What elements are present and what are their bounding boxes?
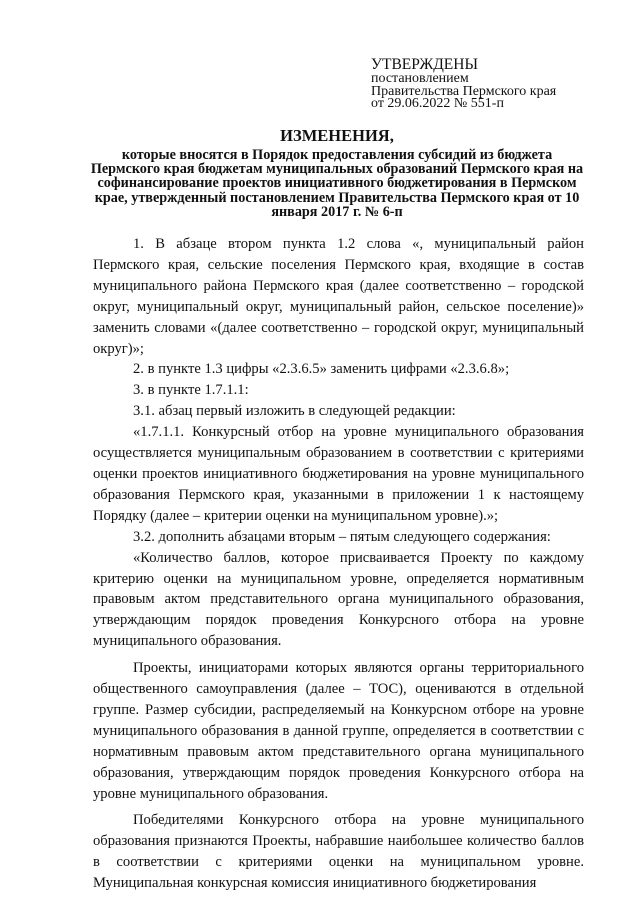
document-subtitle: которые вносятся в Порядок предоставления субсидий из бюджета Пермского края бюджетам муниципальных образований Пермского края на софинансирование проектов инициативного бюджетирования в Пермском крае, утвержденный постановлением Правительства Пермского края от 10 января 2017 г. № 6-п — [90, 147, 584, 220]
paragraph-2: 2. в пункте 1.3 цифры «2.3.6.5» заменить цифрами «2.3.6.8»; — [133, 361, 510, 378]
paragraph-8: Проекты, инициаторами которых являются органы территориального общественного самоуправления (далее – ТОС), оцениваются в отдельной группе. Размер субсидии, распределяемый на Конкурсном отборе на уровне муниципального образования в данной группе, определяется в соответствии с нормативным правовым актом представительного органа муниципального образования, утверждающим порядок проведения Конкурсного отбора на уровне муниципального образования. — [93, 660, 584, 802]
paragraph-6: 3.2. дополнить абзацами вторым – пятым следующего содержания: — [133, 528, 551, 545]
paragraph-7: «Количество баллов, которое присваивается Проекту по каждому критерию оценки на муниципальном уровне, определяется нормативным правовым актом представительного органа муниципального образования, утверждающим порядок проведения Конкурсного отбора на уровне муниципального образования. — [93, 549, 584, 650]
approval-line-2: Правительства Пермского края — [371, 83, 557, 99]
paragraph-5: «1.7.1.1. Конкурсный отбор на уровне муниципального образования осуществляется муниципальным образованием в соответствии с критериями оценки проектов инициативного бюджетирования на уровне муниципального образования Пермского края, указанными в приложении 1 к настоящему Порядку (далее – критерии оценки на муниципальном уровне).»; — [93, 424, 584, 524]
paragraph-9: Победителями Конкурсного отбора на уровне муниципального образования признаются Проекты, набравшие наибольшее количество баллов в соответствии с критериями оценки на муниципальном уровне. Муниципальная конкурсная комиссия инициативного бюджетирования — [93, 812, 584, 892]
approval-line-1: постановлением — [371, 71, 469, 86]
document-body — [93, 234, 584, 894]
document-heading — [90, 127, 584, 219]
document-title: ИЗМЕНЕНИЯ, — [280, 126, 394, 145]
approval-title: УТВЕРЖДЕНЫ — [371, 56, 478, 73]
paragraph-3: 3. в пункте 1.7.1.1: — [133, 382, 249, 399]
approval-line-3: от 29.06.2022 № 551-п — [371, 96, 504, 111]
approval-block — [371, 56, 621, 111]
paragraph-1: 1. В абзаце втором пункта 1.2 слова «, муниципальный район Пермского края, сельские поселения Пермского края, входящие в состав муниципального района Пермского края (далее соответственно – городской округ, муниципальный округ, муниципальный район, сельское поселение)» заменить словами «(далее соответственно – городской округ, муниципальный округ)»; — [93, 236, 584, 357]
paragraph-4: 3.1. абзац первый изложить в следующей редакции: — [133, 403, 456, 420]
